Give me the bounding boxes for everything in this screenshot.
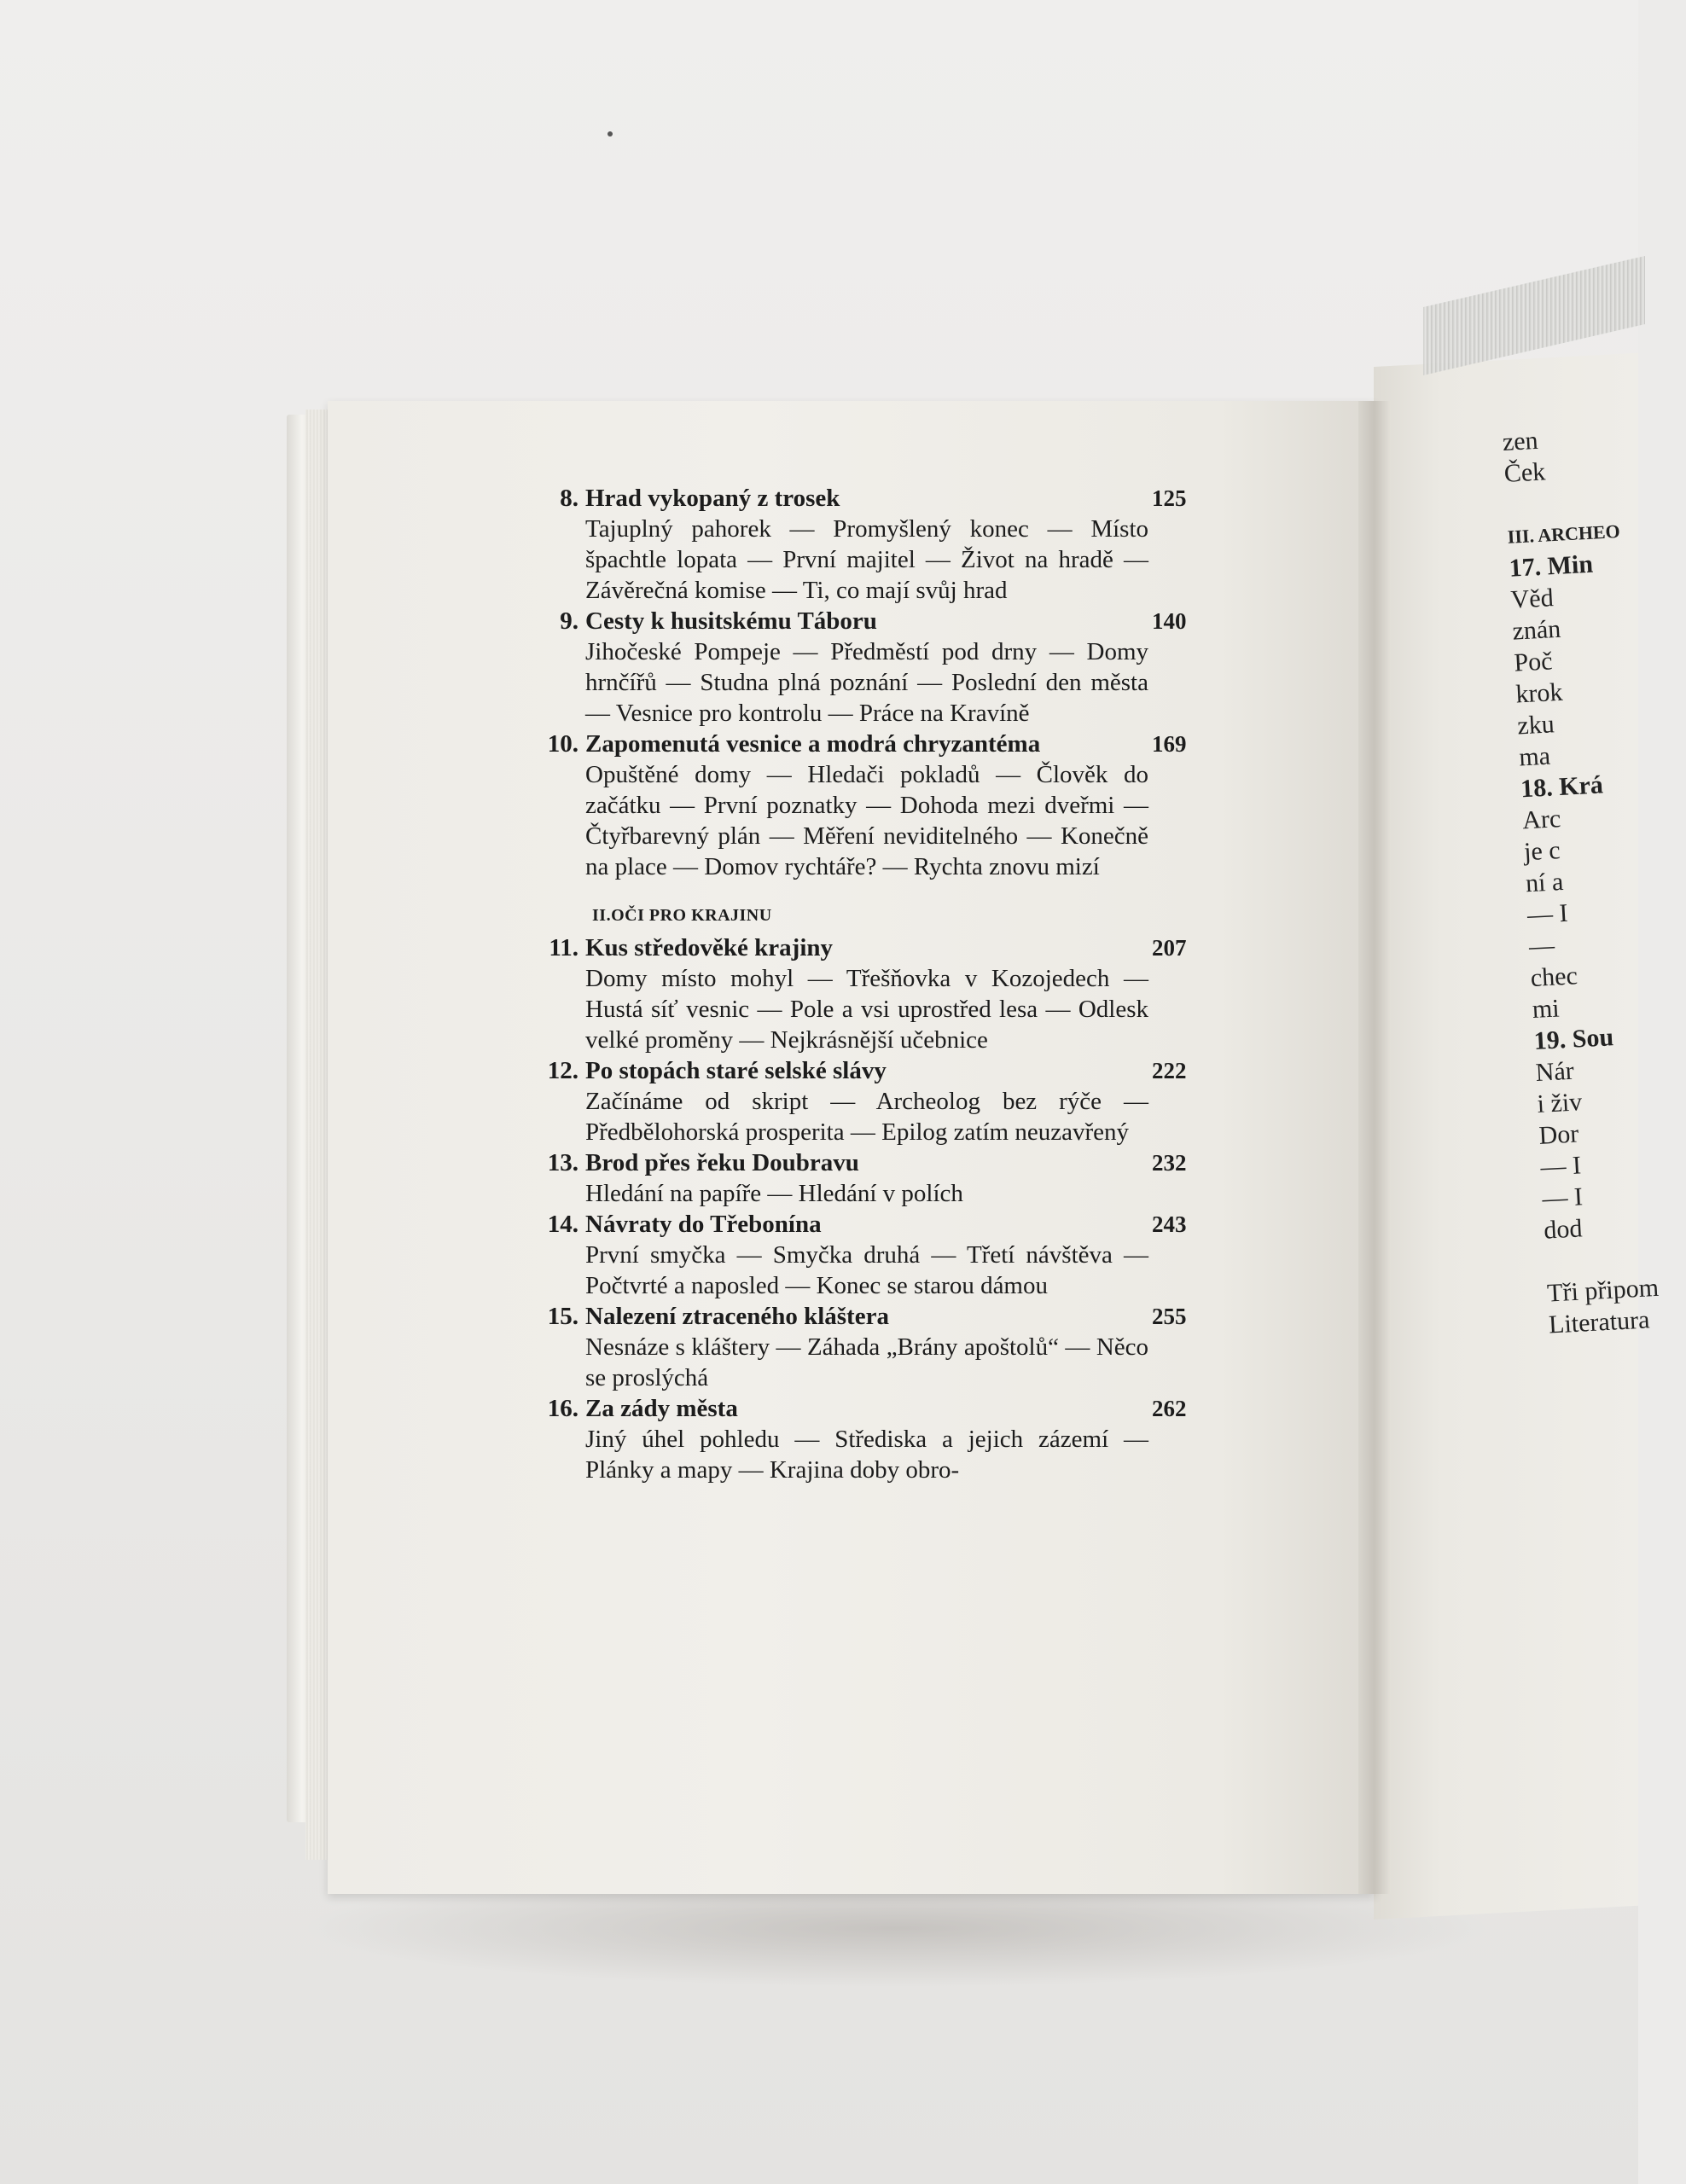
chapter-subtopics: Opuštěné domy — Hledači pokladů — Člověk do začátku — První poznatky — Dohoda mezi dveřmi — Čtyřbarevný plán — Měření neviditelného — Konečně na place — Domov rychtáře? — Rychta znovu mizí bbox=[585, 761, 1148, 880]
toc-entry-heading bbox=[529, 932, 1212, 963]
toc-entry bbox=[529, 483, 1212, 606]
chapter-title: Brod přes řeku Doubravu bbox=[585, 1149, 859, 1176]
chapter-title: Zapomenutá vesnice a modrá chryzantéma bbox=[585, 730, 1041, 758]
right-page-line: krok bbox=[1514, 677, 1564, 709]
toc-entry bbox=[529, 1209, 1212, 1301]
page-number: 222 bbox=[1152, 1058, 1187, 1083]
toc-entry-heading bbox=[529, 1055, 1212, 1086]
chapter-subtopics: Jiný úhel pohledu — Střediska a jejich zázemí — Plánky a mapy — Krajina doby obro- bbox=[585, 1426, 1148, 1484]
right-page-line: 17. Min bbox=[1508, 549, 1594, 583]
chapter-number: 14. bbox=[547, 1211, 578, 1238]
right-page-line: III. ARCHEO bbox=[1507, 520, 1621, 548]
right-page-line: ma bbox=[1518, 741, 1551, 772]
toc-part-2 bbox=[529, 932, 1212, 1485]
chapter-number: 13. bbox=[547, 1149, 578, 1176]
right-page-line: 18. Krá bbox=[1520, 770, 1604, 804]
right-page-line: Literatura bbox=[1548, 1305, 1651, 1339]
chapter-title: Po stopách staré selské slávy bbox=[585, 1057, 887, 1084]
chapter-title: Hrad vykopaný z trosek bbox=[585, 485, 840, 512]
chapter-subtopics: Začínáme od skript — Archeolog bez rýče — Předbělohorská prosperita — Epilog zatím neuzavřený bbox=[585, 1088, 1148, 1146]
chapter-number: 11. bbox=[549, 934, 578, 961]
toc-entry-heading bbox=[529, 1147, 1212, 1178]
chapter-subtopics: Tajuplný pahorek — Promyšlený konec — Místo špachtle lopata — První majitel — Život na hradě — Závěrečná komise — Ti, co mají svůj hrad bbox=[585, 515, 1148, 604]
page-number: 125 bbox=[1152, 485, 1187, 511]
right-page-line: dod bbox=[1543, 1214, 1584, 1245]
chapter-title: Za zády města bbox=[585, 1395, 738, 1422]
chapter-subtopics: Nesnáze s kláštery — Záhada „Brány apoštolů“ — Něco se proslýchá bbox=[585, 1333, 1148, 1391]
right-page-line: Věd bbox=[1509, 584, 1555, 614]
right-page-line: 19. Sou bbox=[1532, 1023, 1614, 1055]
page-number: 207 bbox=[1152, 935, 1187, 961]
chapter-title: Návraty do Třebonína bbox=[585, 1211, 822, 1238]
right-page-line: mi bbox=[1531, 994, 1561, 1025]
page-number: 262 bbox=[1152, 1396, 1187, 1421]
chapter-subtopics: Domy místo mohyl — Třešňovka v Kozojedech — Hustá síť vesnic — Pole a vsi uprostřed lesa — Odlesk velké proměny — Nejkrásnější učebnice bbox=[585, 965, 1148, 1054]
right-page-line: Tři připom bbox=[1546, 1273, 1660, 1308]
toc-entry bbox=[529, 729, 1212, 882]
section-label: II.OČI PRO KRAJINU bbox=[592, 906, 772, 925]
toc-entry bbox=[529, 932, 1212, 1055]
page-number: 255 bbox=[1152, 1304, 1187, 1329]
chapter-title: Cesty k husitskému Táboru bbox=[585, 607, 877, 635]
toc-part-1 bbox=[529, 483, 1212, 882]
right-page-line: Ček bbox=[1503, 457, 1547, 488]
toc-entry-heading bbox=[529, 1301, 1212, 1332]
right-page-line: je c bbox=[1523, 836, 1561, 867]
page-number: 140 bbox=[1152, 608, 1187, 634]
right-page-line: — I bbox=[1539, 1151, 1582, 1182]
right-page-line: Dor bbox=[1538, 1119, 1580, 1150]
table-of-contents bbox=[529, 483, 1212, 1485]
right-page-line: ní a bbox=[1525, 867, 1565, 898]
toc-entry-heading bbox=[529, 606, 1212, 636]
right-page-line: chec bbox=[1530, 961, 1578, 993]
toc-entry-heading bbox=[529, 1393, 1212, 1424]
right-page-line: — I bbox=[1541, 1182, 1584, 1213]
chapter-number: 12. bbox=[547, 1057, 578, 1084]
chapter-title: Kus středověké krajiny bbox=[585, 934, 833, 961]
dust-speck bbox=[608, 131, 613, 136]
chapter-number: 10. bbox=[547, 730, 578, 758]
chapter-subtopics: Jihočeské Pompeje — Předměstí pod drny — Domy hrnčířů — Studna plná poznání — Poslední den města — Vesnice pro kontrolu — Práce na Kravíně bbox=[585, 638, 1148, 727]
right-page-line: — I bbox=[1526, 898, 1569, 930]
right-page-line: — bbox=[1528, 931, 1555, 961]
page-number: 169 bbox=[1152, 731, 1187, 757]
chapter-subtopics: První smyčka — Smyčka druhá — Třetí návštěva — Počtvrté a naposled — Konec se starou dámou bbox=[585, 1241, 1148, 1299]
right-page-line: zku bbox=[1516, 710, 1555, 741]
chapter-number: 9. bbox=[560, 607, 578, 635]
page-number: 232 bbox=[1152, 1150, 1187, 1176]
chapter-number: 16. bbox=[547, 1395, 578, 1422]
toc-entry bbox=[529, 1393, 1212, 1485]
toc-entry bbox=[529, 1301, 1212, 1393]
right-page-line: Arc bbox=[1521, 804, 1561, 835]
chapter-subtopics: Hledání na papíře — Hledání v polích bbox=[585, 1180, 963, 1207]
book-gutter bbox=[1358, 401, 1391, 1894]
toc-entry-heading bbox=[529, 1209, 1212, 1240]
chapter-title: Nalezení ztraceného kláštera bbox=[585, 1303, 889, 1330]
chapter-number: 15. bbox=[547, 1303, 578, 1330]
toc-entry-heading bbox=[529, 729, 1212, 759]
chapter-number: 8. bbox=[560, 485, 578, 512]
right-page-line: Poč bbox=[1513, 647, 1554, 677]
right-page-line: i živ bbox=[1536, 1088, 1583, 1118]
right-page-line: znán bbox=[1511, 614, 1562, 646]
toc-entry-heading bbox=[529, 483, 1212, 514]
right-page-line: zen bbox=[1502, 426, 1539, 456]
toc-entry bbox=[529, 1055, 1212, 1147]
right-page-line: Nár bbox=[1534, 1056, 1575, 1087]
toc-entry bbox=[529, 606, 1212, 729]
page-number: 243 bbox=[1152, 1211, 1187, 1237]
toc-entry bbox=[529, 1147, 1212, 1209]
